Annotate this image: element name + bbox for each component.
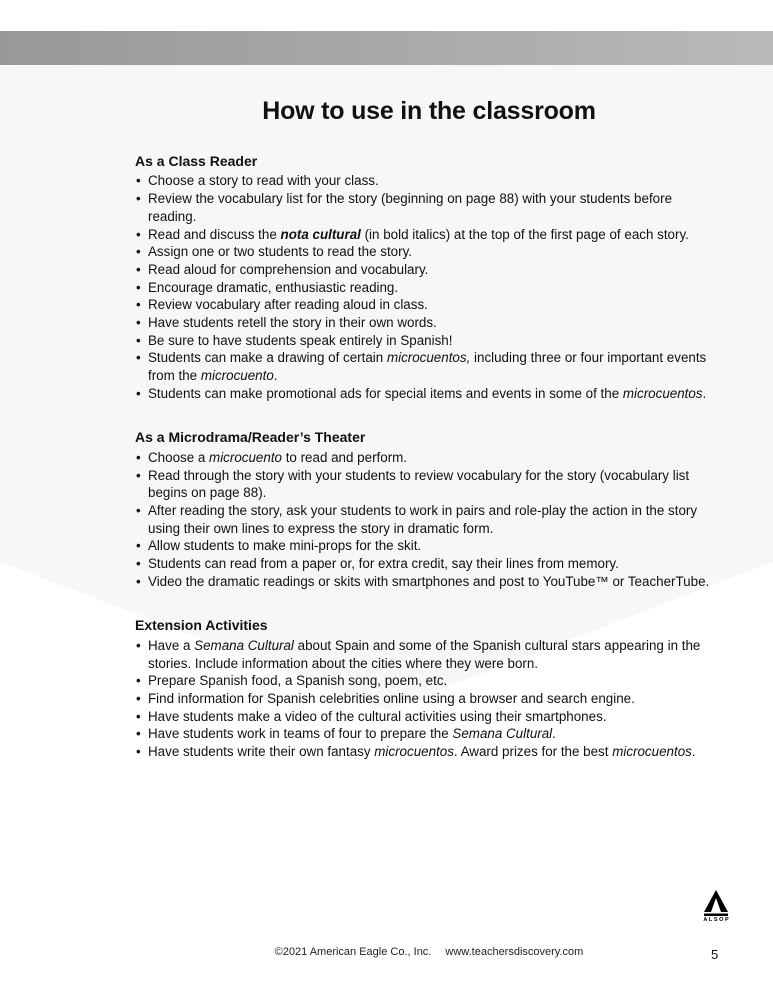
bullet-item: • Be sure to have students speak entirely in Spanish! [135, 332, 723, 350]
footer [135, 946, 723, 958]
page-title: How to use in the classroom [262, 97, 596, 125]
bullet-item: • Video the dramatic readings or skits with smartphones and post to YouTube™ or TeacherTube. [135, 573, 723, 591]
bullet-item: • Choose a story to read with your class. [135, 172, 723, 190]
bullet-item: • Assign one or two students to read the story. [135, 243, 723, 261]
bullet-list [135, 449, 723, 591]
bullet-item: • Choose a microcuento to read and perform. [135, 449, 723, 467]
bullet-item: • Have students work in teams of four to prepare the Semana Cultural. [135, 725, 723, 743]
page-number: 5 [711, 947, 719, 962]
bullet-item: • Have students retell the story in their own words. [135, 314, 723, 332]
copyright-text: ©2021 American Eagle Co., Inc. [274, 946, 432, 958]
website-text: www.teachersdiscovery.com [445, 946, 584, 958]
bullet-list [135, 637, 723, 761]
page-content [135, 95, 723, 761]
section [135, 616, 723, 760]
bullet-item: • Find information for Spanish celebrities online using a browser and search engine. [135, 690, 723, 708]
section [135, 152, 723, 402]
bullet-item: • Students can make a drawing of certain microcuentos, including three or four important events from the microcuento. [135, 349, 723, 384]
section-heading: As a Class Reader [135, 153, 258, 169]
section [135, 428, 723, 590]
bullet-item: • Review the vocabulary list for the story (beginning on page 88) with your students before reading. [135, 190, 723, 225]
bullet-item: • Students can make promotional ads for special items and events in some of the microcuentos. [135, 385, 723, 403]
bullet-item: • Have a Semana Cultural about Spain and some of the Spanish cultural stars appearing in the stories. Include information about the cities where they were born. [135, 637, 723, 672]
top-gray-banner [0, 31, 773, 65]
bullet-item: • Read through the story with your students to review vocabulary for the story (vocabulary list begins on page 88). [135, 467, 723, 502]
bullet-item: • Allow students to make mini-props for the skit. [135, 537, 723, 555]
alsop-logo-text: ALSOP [703, 917, 731, 923]
bullet-item: • Have students make a video of the cultural activities using their smartphones. [135, 708, 723, 726]
section-heading: Extension Activities [135, 617, 268, 634]
alsop-logo [701, 890, 731, 923]
alsop-a-icon [704, 890, 728, 916]
bullet-item: • Have students write their own fantasy microcuentos. Award prizes for the best microcuentos. [135, 743, 723, 761]
bullet-item: • Students can read from a paper or, for extra credit, say their lines from memory. [135, 555, 723, 573]
bullet-item: • After reading the story, ask your students to work in pairs and role-play the action in the story using their own lines to express the story in dramatic form. [135, 502, 723, 537]
bullet-item: • Read aloud for comprehension and vocabulary. [135, 261, 723, 279]
section-heading: As a Microdrama/Reader’s Theater [135, 429, 366, 446]
bullet-item: • Prepare Spanish food, a Spanish song, poem, etc. [135, 672, 723, 690]
sections [135, 152, 723, 761]
bullet-list [135, 172, 723, 402]
bullet-item: • Encourage dramatic, enthusiastic reading. [135, 279, 723, 297]
bullet-item: • Review vocabulary after reading aloud in class. [135, 296, 723, 314]
bullet-item: • Read and discuss the nota cultural (in bold italics) at the top of the first page of each story. [135, 226, 723, 244]
